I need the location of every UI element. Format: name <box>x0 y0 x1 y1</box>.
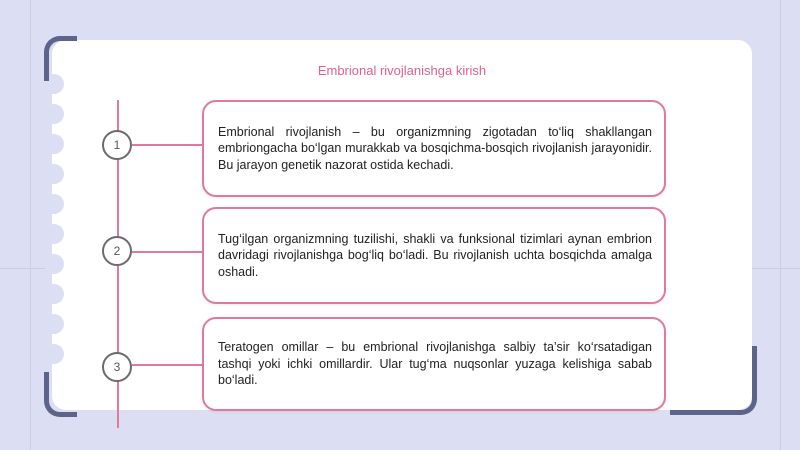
notebook-hole <box>44 164 64 184</box>
step-text: Teratogen omillar – bu embrional rivojlanishga salbiy ta’sir ko‘rsatadigan tashqi yoki ichki omillardir. Ular tug‘ma nuqsonlar yuzaga kelishiga sabab bo‘ladi. <box>218 340 652 388</box>
notebook-hole <box>44 314 64 334</box>
notebook-hole <box>44 194 64 214</box>
corner-bracket-bottom-left <box>44 372 77 417</box>
step-number-badge: 3 <box>102 352 132 382</box>
step-text-box <box>202 317 666 411</box>
step-number-badge: 1 <box>102 130 132 160</box>
slide-title: Embrional rivojlanishga kirish <box>317 63 487 78</box>
background-gridline <box>30 0 31 450</box>
notebook-hole <box>44 254 64 274</box>
notebook-hole <box>44 134 64 154</box>
step-text-box <box>202 207 666 304</box>
step-text: Tug‘ilgan organizmning tuzilishi, shakli va funksional tizimlari aynan embrion davridagi rivojlanishga bog‘liq bo‘ladi. Bu rivojlanish uchta bosqichda amalga oshadi. <box>218 231 652 279</box>
background-gridline <box>780 0 781 450</box>
notebook-hole <box>44 284 64 304</box>
step-number-badge: 2 <box>102 236 132 266</box>
notebook-hole <box>44 104 64 124</box>
step-text-box <box>202 100 666 197</box>
step-connector <box>132 144 202 146</box>
step-text: Embrional rivojlanish – bu organizmning zigotadan to‘liq shakllangan embriongacha bo‘lgan murakkab va bosqichma-bosqich rivojlanish jarayonidir. Bu jarayon genetik nazorat ostida kechadi. <box>218 124 652 172</box>
step-connector <box>132 364 202 366</box>
corner-bracket-bottom-right <box>670 346 757 415</box>
step-connector <box>132 251 202 253</box>
notebook-hole <box>44 224 64 244</box>
notebook-hole <box>44 344 64 364</box>
